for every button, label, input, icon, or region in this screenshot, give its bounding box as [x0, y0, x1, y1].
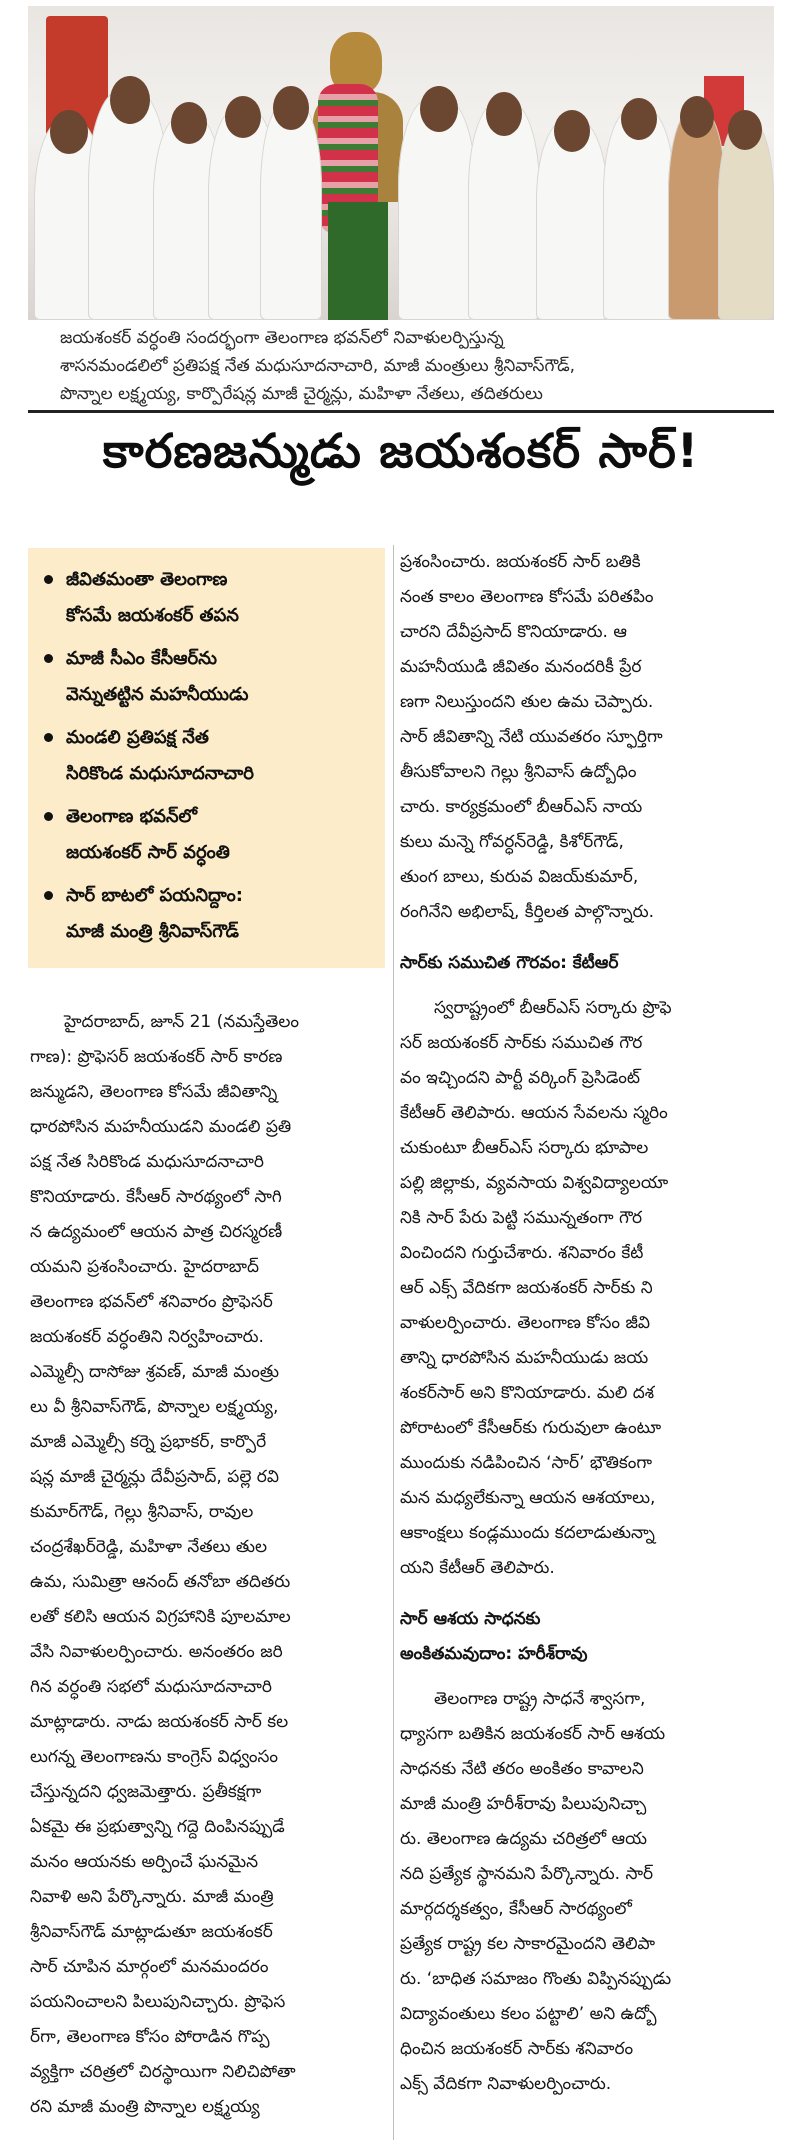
bullet-icon — [44, 891, 53, 900]
highlight-line: జయశంకర్ సార్ వర్ధంతి — [66, 842, 230, 863]
text-line: మనం ఆయనకు అర్పించే ఘనమైన — [30, 1852, 259, 1872]
text-line: తాన్ని ధారపోసిన మహనీయుడు జయ — [400, 1348, 649, 1368]
highlight-line: కోసమే జయశంకర్ తపన — [66, 605, 239, 626]
text-line: కుమార్‌గౌడ్, గెల్లు శ్రీనివాస్, రావుల — [30, 1502, 254, 1522]
highlight-line: జీవితమంతా తెలంగాణ — [66, 569, 228, 590]
text-line: నికి సార్ పేరు పెట్టి సమున్నతంగా గౌర — [400, 1208, 643, 1228]
text-line: న ఉద్యమంలో ఆయన పాత్ర చిరస్మరణీ — [30, 1222, 283, 1242]
text-line: మాట్లాడారు. నాడు జయశంకర్ సార్ కల — [30, 1712, 289, 1732]
text-line: లుగన్న తెలంగాణను కాంగ్రెస్ విధ్వంసం — [30, 1747, 279, 1767]
person-head — [554, 110, 590, 152]
highlight-line: మాజీ సీఎం కేసీఆర్‌ను — [66, 648, 218, 669]
text-line: సార్ చూపిన మార్గంలో మనమందరం — [30, 1957, 269, 1977]
highlight-item — [44, 720, 375, 792]
caption-line: శాసనమండలిలో ప్రతిపక్ష నేత మధుసూదనాచారి, మాజీ మంత్రులు శ్రీనివాస్‌గౌడ్, — [60, 356, 576, 376]
text-line: చుకుంటూ బీఆర్ఎస్ సర్కారు భూపాల — [400, 1138, 649, 1158]
subheading-harish — [400, 1602, 778, 1672]
highlight-line: తెలంగాణ భవన్‌లో — [66, 806, 198, 827]
text-line: జన్ముడని, తెలంగాణ కోసమే జీవితాన్ని — [30, 1082, 278, 1102]
text-line: తెలంగాణ భవన్‌లో శనివారం ప్రొఫెసర్ — [30, 1292, 273, 1312]
text-line: వించిందని గుర్తుచేశారు. శనివారం కేటీ — [400, 1243, 644, 1263]
body-paragraph — [400, 1682, 778, 2102]
text-line: ప్రత్యేక రాష్ట్ర కల సాకారమైందని తెలిపా — [400, 1934, 656, 1954]
text-line: ఏకమై ఈ ప్రభుత్వాన్ని గద్దె దింపినప్పుడే — [30, 1817, 285, 1837]
text-line: ర్‌గా, తెలంగాణ కోసం పోరాడిన గొప్ప — [30, 2027, 270, 2047]
person-head — [225, 96, 261, 138]
bullet-icon — [44, 654, 53, 663]
text-line: రని మాజీ మంత్రి పొన్నాల లక్ష్మయ్య — [30, 2097, 260, 2117]
text-line: పోరాటంలో కేసీఆర్‌కు గురువులా ఉంటూ — [400, 1418, 662, 1438]
person-head — [680, 96, 714, 138]
highlight-line: మండలి ప్రతిపక్ష నేత — [66, 727, 209, 748]
highlights-box — [28, 548, 385, 968]
highlight-item — [44, 799, 375, 871]
text-line: ముందుకు నడిపించిన ‘సార్’ భౌతికంగా — [400, 1453, 653, 1473]
person-head — [50, 110, 88, 154]
text-line: వ్యక్తిగా చరిత్రలో చిరస్థాయిగా నిలిచిపోతా — [30, 2062, 296, 2082]
text-line: గాణ): ప్రొఫెసర్ జయశంకర్ సార్ కారణ — [30, 1047, 283, 1067]
text-line: చారు. కార్యక్రమంలో బీఆర్ఎస్ నాయ — [400, 797, 643, 817]
text-line: మాజీ ఎమ్మెల్సీ కర్నె ప్రభాకర్, కార్పొరే — [30, 1432, 267, 1452]
text-line: షన్ల మాజీ చైర్మన్లు దేవీప్రసాద్, పల్లె రవి — [30, 1467, 279, 1487]
text-line: లు వీ శ్రీనివాస్‌గౌడ్, పొన్నాల లక్ష్మయ్య, — [30, 1397, 279, 1417]
text-line: జయశంకర్ వర్ధంతిని నిర్వహించారు. — [30, 1327, 264, 1347]
text-line: రంగినేని అభిలాష్, కీర్తిలత పాల్గొన్నారు. — [400, 902, 655, 922]
text-line: ణగా నిలుస్తుందని తుల ఉమ చెప్పారు. — [400, 692, 654, 712]
text-line: ఎక్స్ వేదికగా నివాళులర్పించారు. — [400, 2074, 612, 2094]
person-head — [273, 86, 309, 130]
subheading-line: సార్ ఆశయ సాధనకు — [400, 1609, 541, 1629]
photo-caption — [60, 324, 760, 408]
highlights-list — [28, 548, 385, 950]
person-head — [171, 102, 207, 144]
subheading-ktr: సార్‌కు సముచిత గౌరవం: కేటీఆర్ — [400, 953, 619, 973]
body-paragraph — [30, 1005, 388, 2125]
text-line: పల్లి జిల్లాకు, వ్యవసాయ విశ్వవిద్యాలయా — [400, 1173, 669, 1193]
bullet-icon — [44, 575, 53, 584]
text-line: తీసుకోవాలని గెల్లు శ్రీనివాస్ ఉద్బోధిం — [400, 762, 637, 782]
text-line: ఆకాంక్షలు కండ్లముందు కదలాడుతున్నా — [400, 1523, 655, 1543]
highlight-line: సిరికొండ మధుసూదనాచారి — [66, 763, 254, 784]
text-line: హైదరాబాద్, జూన్ 21 (నమస్తేతెలం — [64, 1012, 300, 1032]
text-line: స్వరాష్ట్రంలో బీఆర్ఎస్ సర్కారు ప్రొఫె — [434, 998, 672, 1018]
news-photo — [28, 6, 774, 320]
subheading-line: అంకితమవుదాం: హరీశ్‌రావు — [400, 1644, 588, 1664]
person-head — [420, 86, 458, 132]
body-paragraph — [400, 545, 778, 930]
text-line: ధించిన జయశంకర్ సార్‌కు శనివారం — [400, 2039, 634, 2059]
article-body-left — [30, 1005, 388, 2125]
text-line: తుంగ బాలు, కురువ విజయ్‌కుమార్, — [400, 867, 639, 887]
text-line: వాళులర్పించారు. తెలంగాణ కోసం జీవి — [400, 1313, 650, 1333]
text-line: వేసి నివాళులర్పించారు. అనంతరం జరి — [30, 1642, 283, 1662]
text-line: ధ్యాసగా బతికిన జయశంకర్ సార్ ఆశయ — [400, 1724, 666, 1744]
text-line: నంత కాలం తెలంగాణ కోసమే పరితపిం — [400, 587, 654, 607]
article-headline: కారణజన్ముడు జయశంకర్ సార్! — [28, 410, 774, 491]
text-line: లతో కలిసి ఆయన విగ్రహానికి పూలమాల — [30, 1607, 291, 1627]
text-line: పయనించాలని పిలుపునిచ్చారు. ప్రొఫెస — [30, 1992, 286, 2012]
body-paragraph — [400, 991, 778, 1586]
text-line: ప్రశంసించారు. జయశంకర్ సార్ బతికి — [400, 552, 641, 572]
text-line: ధారపోసిన మహనీయుడని మండలి ప్రతి — [30, 1117, 292, 1137]
text-line: చేస్తున్నదని ధ్వజమెత్తారు. ప్రతీకక్షగా — [30, 1782, 262, 1802]
text-line: తెలంగాణ రాష్ట్ర సాధనే శ్వాసగా, — [434, 1689, 646, 1709]
text-line: మన మధ్యలేకున్నా ఆయన ఆశయాలు, — [400, 1488, 656, 1508]
person — [718, 120, 774, 320]
text-line: వం ఇచ్చిందని పార్టీ వర్కింగ్ ప్రెసిడెంట్ — [400, 1068, 640, 1088]
highlight-line: మాజీ మంత్రి శ్రీనివాస్‌గౌడ్ — [66, 921, 239, 942]
text-line: ఎమ్మెల్సీ దాసోజు శ్రవణ్, మాజీ మంత్రు — [30, 1362, 279, 1382]
text-line: సాధనకు నేటి తరం అంకితం కావాలని — [400, 1759, 644, 1779]
text-line: శంకర్‌సార్ అని కొనియాడారు. మలి దశ — [400, 1383, 655, 1403]
highlight-item — [44, 641, 375, 713]
text-line: గిన వర్ధంతి సభలో మధుసూదనాచారి — [30, 1677, 272, 1697]
statue-pedestal — [328, 202, 388, 320]
caption-line: పొన్నాల లక్ష్మయ్య, కార్పొరేషన్ల మాజీ చైర్మన్లు, మహిళా నేతలు, తదితరులు — [60, 384, 543, 404]
highlight-item — [44, 878, 375, 950]
column-divider — [393, 545, 394, 2140]
person-head — [110, 76, 150, 124]
text-line: కొనియాడారు. కేసీఆర్ సారథ్యంలో సాగి — [30, 1187, 282, 1207]
text-line: మార్గదర్శకత్వం, కేసీఆర్ సారథ్యంలో — [400, 1899, 632, 1919]
highlight-item — [44, 562, 375, 634]
text-line: శ్రీనివాస్‌గౌడ్ మాట్లాడుతూ జయశంకర్ — [30, 1922, 273, 1942]
text-line: సర్ జయశంకర్ సార్‌కు సముచిత గౌర — [400, 1033, 643, 1053]
text-line: చారని దేవీప్రసాద్ కొనియాడారు. ఆ — [400, 622, 627, 642]
person-head — [486, 92, 522, 136]
text-line: ఆర్ ఎక్స్ వేదికగా జయశంకర్ సార్‌కు ని — [400, 1278, 653, 1298]
person — [260, 102, 322, 320]
text-line: యమని ప్రశంసించారు. హైదరాబాద్ — [30, 1257, 260, 1277]
text-line: మహనీయుడి జీవితం మనందరికీ ప్రేర — [400, 657, 642, 677]
text-line: కేటీఆర్ తెలిపారు. ఆయన సేవలను స్మరిం — [400, 1103, 668, 1123]
text-line: కులు మన్నె గోవర్ధన్‌రెడ్డి, కిశోర్‌గౌడ్, — [400, 832, 624, 852]
text-line: యని కేటీఆర్ తెలిపారు. — [400, 1558, 555, 1578]
text-line: పక్ష నేత సిరికొండ మధుసూదనాచారి — [30, 1152, 264, 1172]
highlight-line: సార్ బాటలో పయనిద్దాం: — [66, 885, 243, 906]
highlight-line: వెన్నుతట్టిన మహనీయుడు — [66, 684, 249, 705]
text-line: చంద్రశేఖర్‌రెడ్డి, మహిళా నేతలు తుల — [30, 1537, 268, 1557]
bullet-icon — [44, 812, 53, 821]
text-line: రు. తెలంగాణ ఉద్యమ చరిత్రలో ఆయ — [400, 1829, 647, 1849]
bullet-icon — [44, 733, 53, 742]
text-line: ఉమ, సుమిత్రా ఆనంద్ తనోబా తదితరు — [30, 1572, 291, 1592]
text-line: నివాళి అని పేర్కొన్నారు. మాజీ మంత్రి — [30, 1887, 274, 1907]
text-line: మాజీ మంత్రి హరీశ్‌రావు పిలుపునిచ్చా — [400, 1794, 647, 1814]
caption-line: జయశంకర్ వర్ధంతి సందర్భంగా తెలంగాణ భవన్‌లో నివాళులర్పిస్తున్న — [60, 328, 504, 348]
article-body-right — [400, 545, 778, 2102]
text-line: నది ప్రత్యేక స్థానమని పేర్కొన్నారు. సార్ — [400, 1864, 654, 1884]
text-line: సార్ జీవితాన్ని నేటి యువతరం స్ఫూర్తిగా — [400, 727, 663, 747]
person-head — [728, 110, 762, 150]
person-head — [621, 98, 657, 140]
text-line: విద్యావంతులు కలం పట్టాలి’ అని ఉద్బో — [400, 2004, 657, 2024]
text-line: రు. ‘బాధిత సమాజం గొంతు విప్పినప్పుడు — [400, 1969, 672, 1989]
